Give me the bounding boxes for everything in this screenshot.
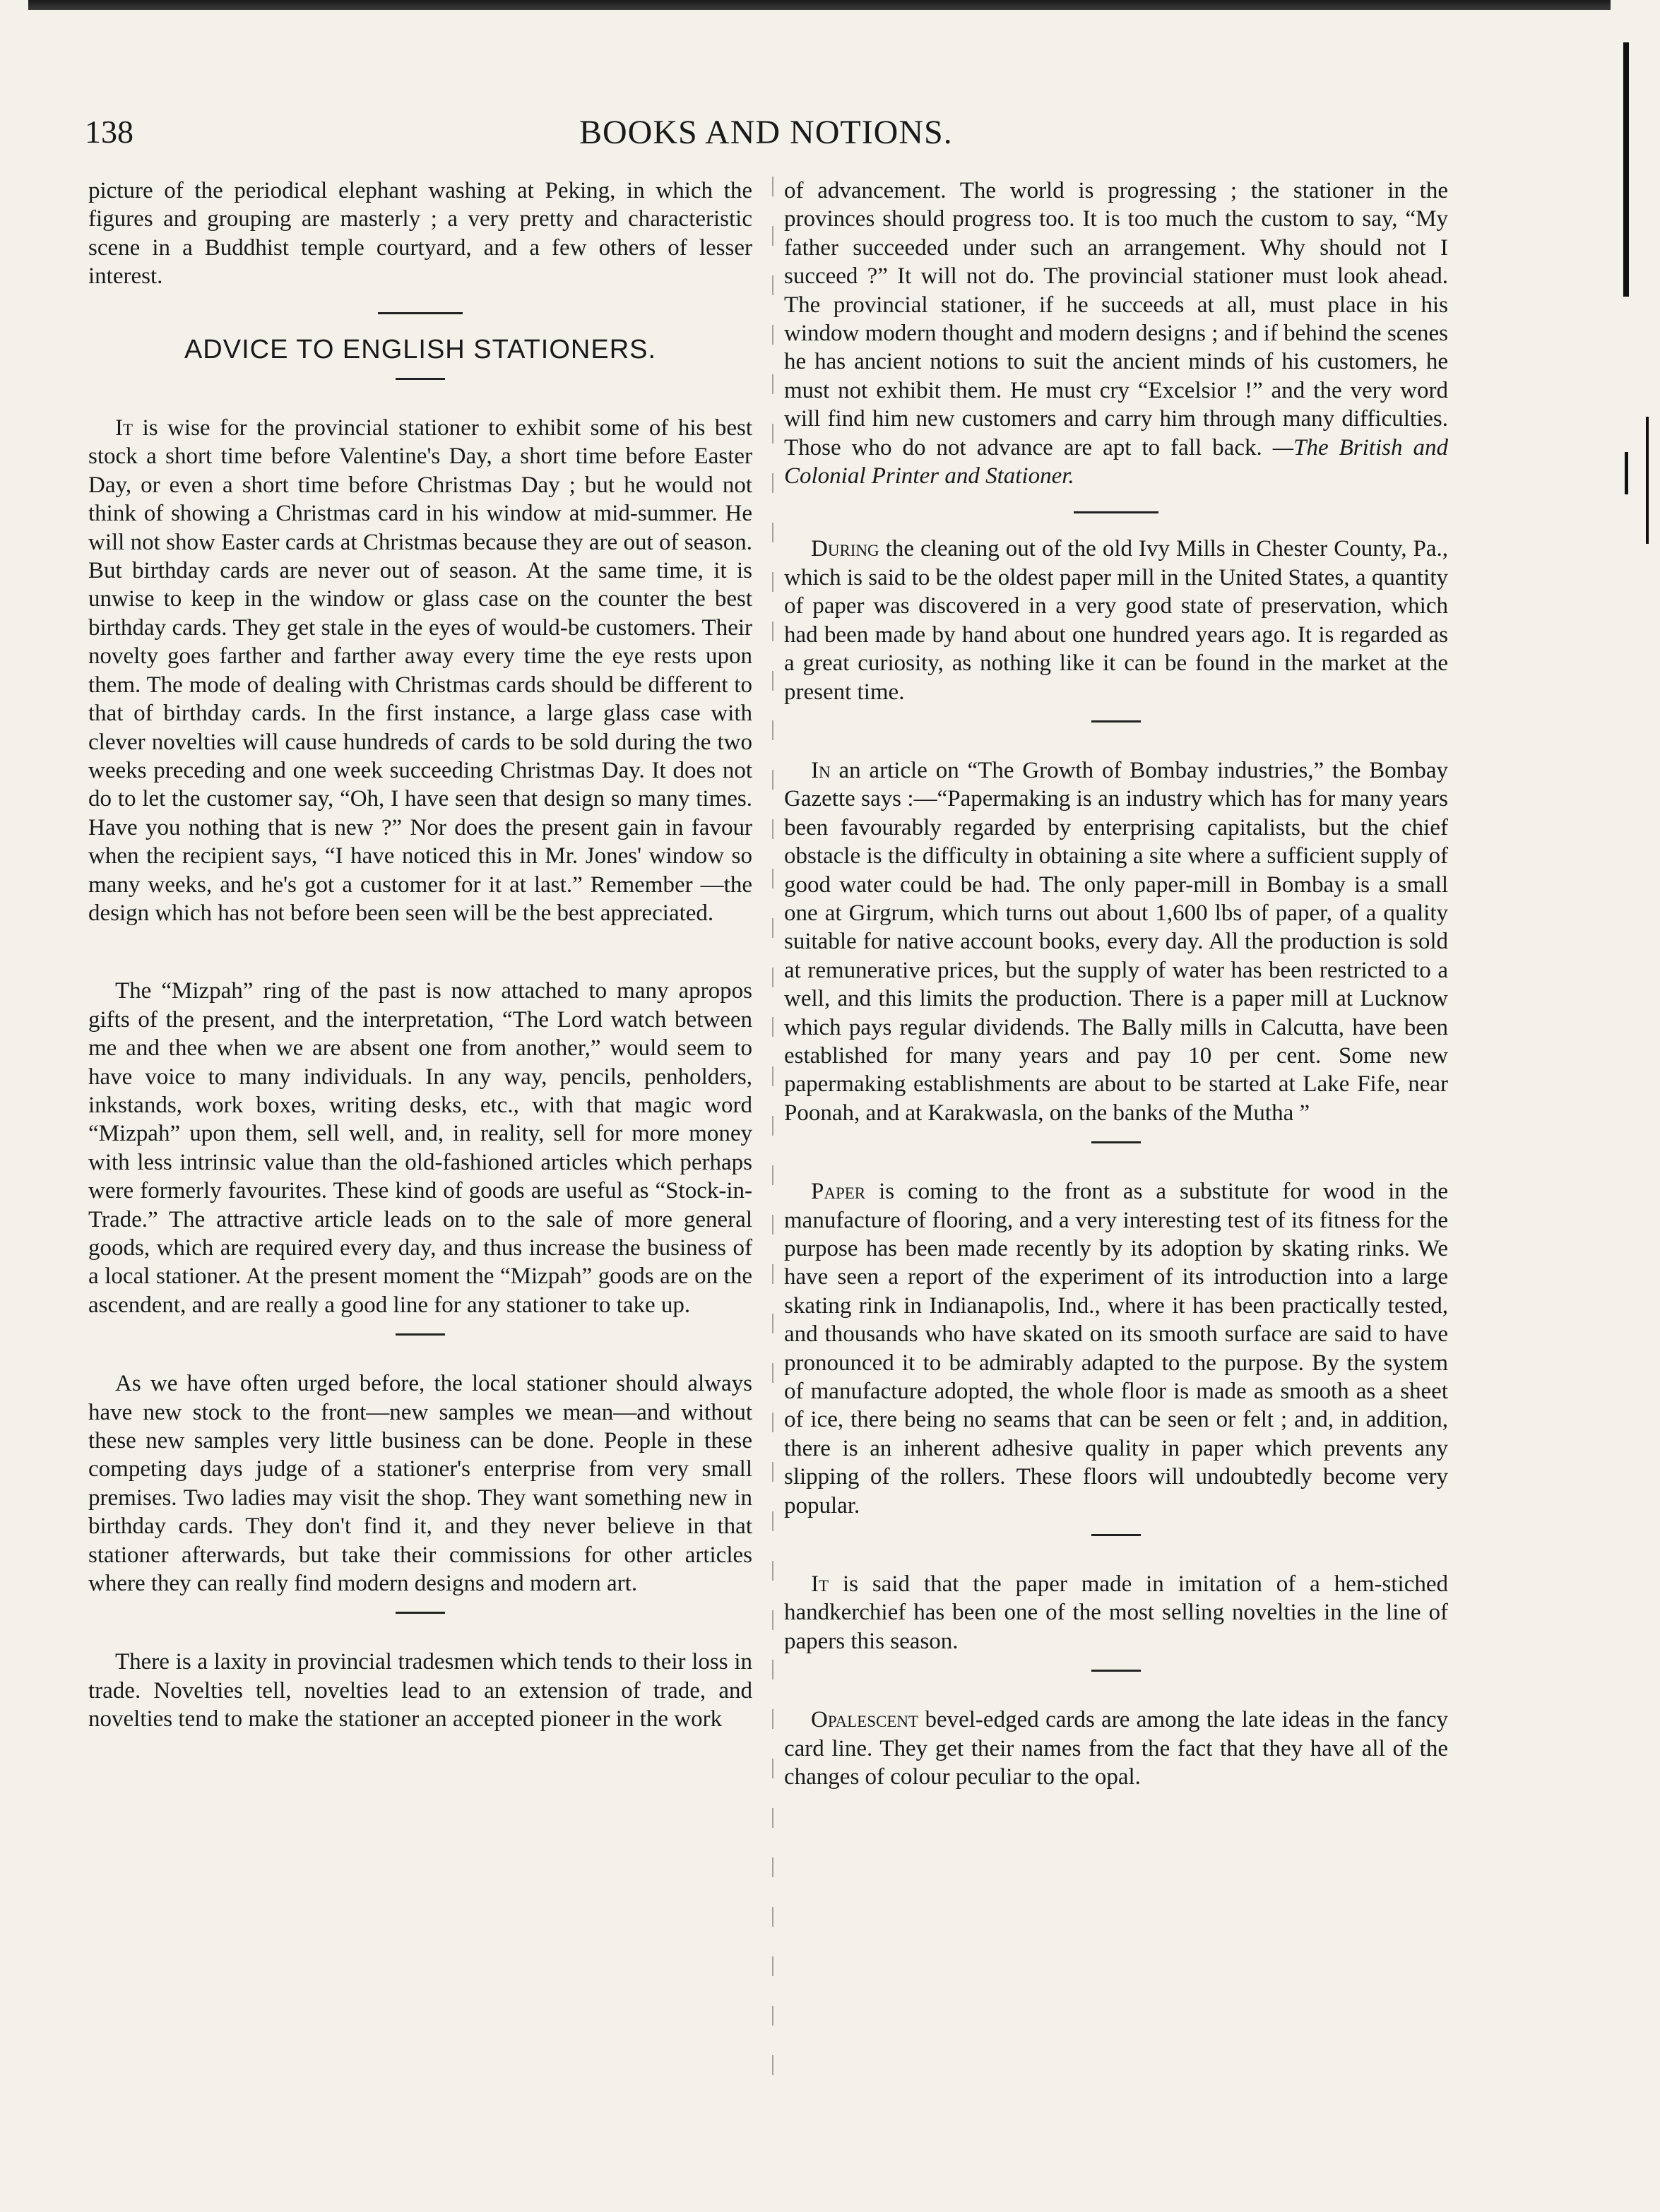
section-rule (378, 312, 463, 314)
separator-rule (396, 1612, 445, 1614)
separator-rule (1091, 1670, 1141, 1672)
article-paragraph: As we have often urged before, the local stationer should always have new stock to the front—new samples we mean—and without these new samples very little business can be done. People in these competing days judge of a stationer's enterprise from very small premises. Two ladies may visit the shop. They want something new in birthday cards. They don't find it, and they never believe in that stationer afterwards, but take their commissions for other articles where they can really find modern designs and modern art. (88, 1371, 752, 1597)
continued-paragraph: picture of the periodical elephant washing at Peking, in which the figures and grouping are masterly ; a very pretty and characteristic scene in a Buddhist temple courtyard, and a few others of lesser interest. (88, 178, 752, 290)
top-edge-bar (28, 0, 1611, 10)
paragraph-text: is wise for the provincial stationer to exhibit some of his best stock a short time before Valentine's Day, a short time before Easter Day, or even a short time before Christmas Day ; but he would not think of showing a Christmas card in his window at mid-summer. He will not show Easter cards at Christmas because they are out of season. But birthday cards are never out of season. At the same time, it is unwise to keep in the window or glass case on the counter the best birthday cards. They get stale in the eyes of would-be customers. Their novelty goes farther and farther away every time the eye rests upon them. The mode of dealing with Christmas cards should be different to that of birthday cards. In the first instance, a large glass case with clever novelties will cause hundreds of cards to be sold during the two weeks preceding and one week succeeding Christmas Day. It does not do to let the customer say, “Oh, I have seen that design so many times. Have you nothing that is new ?” Nor does the present gain in favour when the recipient says, “I have noticed this in Mr. Jones' window so many weeks, and he's got a customer for it at last.” Remember —the design which has not before been seen will be the best appreciated. (88, 415, 752, 926)
lead-word: It (115, 415, 134, 441)
paragraph-text: the cleaning out of the old Ivy Mills in Chester County, Pa., which is said to be the oldest paper mill in the United States, a quantity of paper was discovered in a very good state of preservation, which had been made by hand about one hundred years ago. It is regarded as a great curiosity, as nothing like it can be found in the market at the present time. (784, 536, 1448, 705)
paragraph-text: bevel-edged cards are among the late ideas in the fancy card line. They get their names from the fact that they have all of the changes of colour peculiar to the opal. (784, 1707, 1449, 1790)
scan-edge-mark (1625, 452, 1628, 494)
section-heading: ADVICE TO ENGLISH STATIONERS. (184, 334, 657, 364)
article-paragraph (88, 414, 752, 927)
running-title: BOOKS AND NOTIONS. (579, 114, 953, 151)
article-paragraph (784, 1177, 1448, 1520)
article-paragraph (784, 1570, 1448, 1655)
separator-rule (1091, 720, 1141, 723)
article-paragraph (784, 756, 1448, 1127)
heading-rule (396, 378, 445, 380)
paragraph-gap (88, 927, 752, 977)
paragraph-text: is coming to the front as a substitute for wood in the manufacture of flooring, and a very interesting test of its fitness for the purpose has been made recently by its adoption by skating rinks. We have seen a report of the experiment of its introduction into a large skating rink in Indianapolis, Ind., where it has been practically tested, and thousands who have skated on its smooth surface are said to have pronounced it to be admirably adapted to the purpose. By the system of manufacture adopted, the whole floor is made as smooth as a sheet of ice, there being no seams that can be seen or felt ; and, in addition, there is an inherent adhesive quality in paper which prevents any slipping of the rollers. These floors will undoubtedly become very popular. (784, 1179, 1449, 1518)
separator-rule (1091, 1534, 1141, 1536)
paragraph-text: an article on “The Growth of Bombay industries,” the Bombay Gazette says :—“Papermaking is an industry which has for many years been favourably regarded by enterprising capitalists, but the chief obstacle is the difficulty in obtaining a site where a sufficient supply of good water could be had. The only paper-mill in Bombay is a small one at Girgrum, which turns out about 1,600 lbs of paper, of a quality suitable for native account books, every day. All the production is sold at remunerative prices, but the supply of water has been restricted to a well, and this limits the production. There is a paper mill at Lucknow which pays regular dividends. The Bally mills in Calcutta, have been established for many years and pay 10 per cent. Some new papermaking establishments are about to be started at Lake Fife, near Poonah, and at Karakwasla, on the banks of the Mutha ” (784, 757, 1448, 1126)
separator-rule (396, 1333, 445, 1336)
column-divider (772, 177, 773, 2083)
paragraph-text: of advancement. The world is progressing ; the stationer in the provinces should progress too. It is too much the custom to say, “My father succeeded under such an arrangement. Why should not I succeed ?” It will not do. The provincial stationer must look ahead. The provincial stationer, if he succeeds at all, must place in his window modern thought and modern designs ; and if behind the scenes he has ancient notions to suit the ancient minds of his customers, he must not exhibit them. He must cry “Excelsior !” and the very word will find him new customers and carry him through many difficulties. Those who do not advance are apt to fall back. (784, 178, 1448, 460)
paragraph-text: is said that the paper made in imitation of a hem-stiched handkerchief has been one of the most selling novelties in the line of papers this season. (784, 1571, 1448, 1654)
scan-edge-mark (1623, 42, 1629, 297)
scan-edge-mark (1646, 417, 1649, 544)
source-credit: —The British and Colonial Printer and Stationer. (784, 434, 1448, 489)
lead-word: In (811, 757, 831, 783)
page-header (85, 113, 1469, 162)
article-paragraph: The “Mizpah” ring of the past is now attached to many apropos gifts of the present, and the interpretation, “The Lord watch between me and thee when we are absent one from another,” would seem to have voice to many individuals. In any way, pencils, penholders, inkstands, work boxes, writing desks, etc., with that magic word “Mizpah” upon them, sell well, and, in reality, sell for more money with less intrinsic value than the old-fashioned articles which perhaps were formerly favourites. These kind of goods are useful as “Stock-in-Trade.” The attractive article leads on to the sale of more general goods, which are required every day, and thus increase the business of a local stationer. At the present moment the “Mizpah” goods are on the ascendent, and are really a good line for any stationer to take up. (88, 978, 752, 1318)
continued-paragraph (784, 177, 1448, 490)
article-paragraph: There is a laxity in provincial tradesmen which tends to their loss in trade. Novelties tell, novelties lead to an extension of trade, and novelties tend to make the stationer an accepted pioneer in the work (88, 1649, 752, 1732)
article-paragraph (784, 1706, 1448, 1791)
lead-word: It (811, 1571, 829, 1598)
separator-rule (1074, 511, 1158, 513)
article-paragraph (784, 535, 1448, 706)
separator-rule (1091, 1141, 1141, 1143)
lead-word: During (811, 536, 879, 562)
page-number: 138 (85, 114, 134, 150)
lead-word: Paper (811, 1179, 866, 1205)
left-column (88, 177, 752, 1734)
right-column (784, 177, 1448, 1792)
lead-word: Opalescent (811, 1707, 919, 1733)
